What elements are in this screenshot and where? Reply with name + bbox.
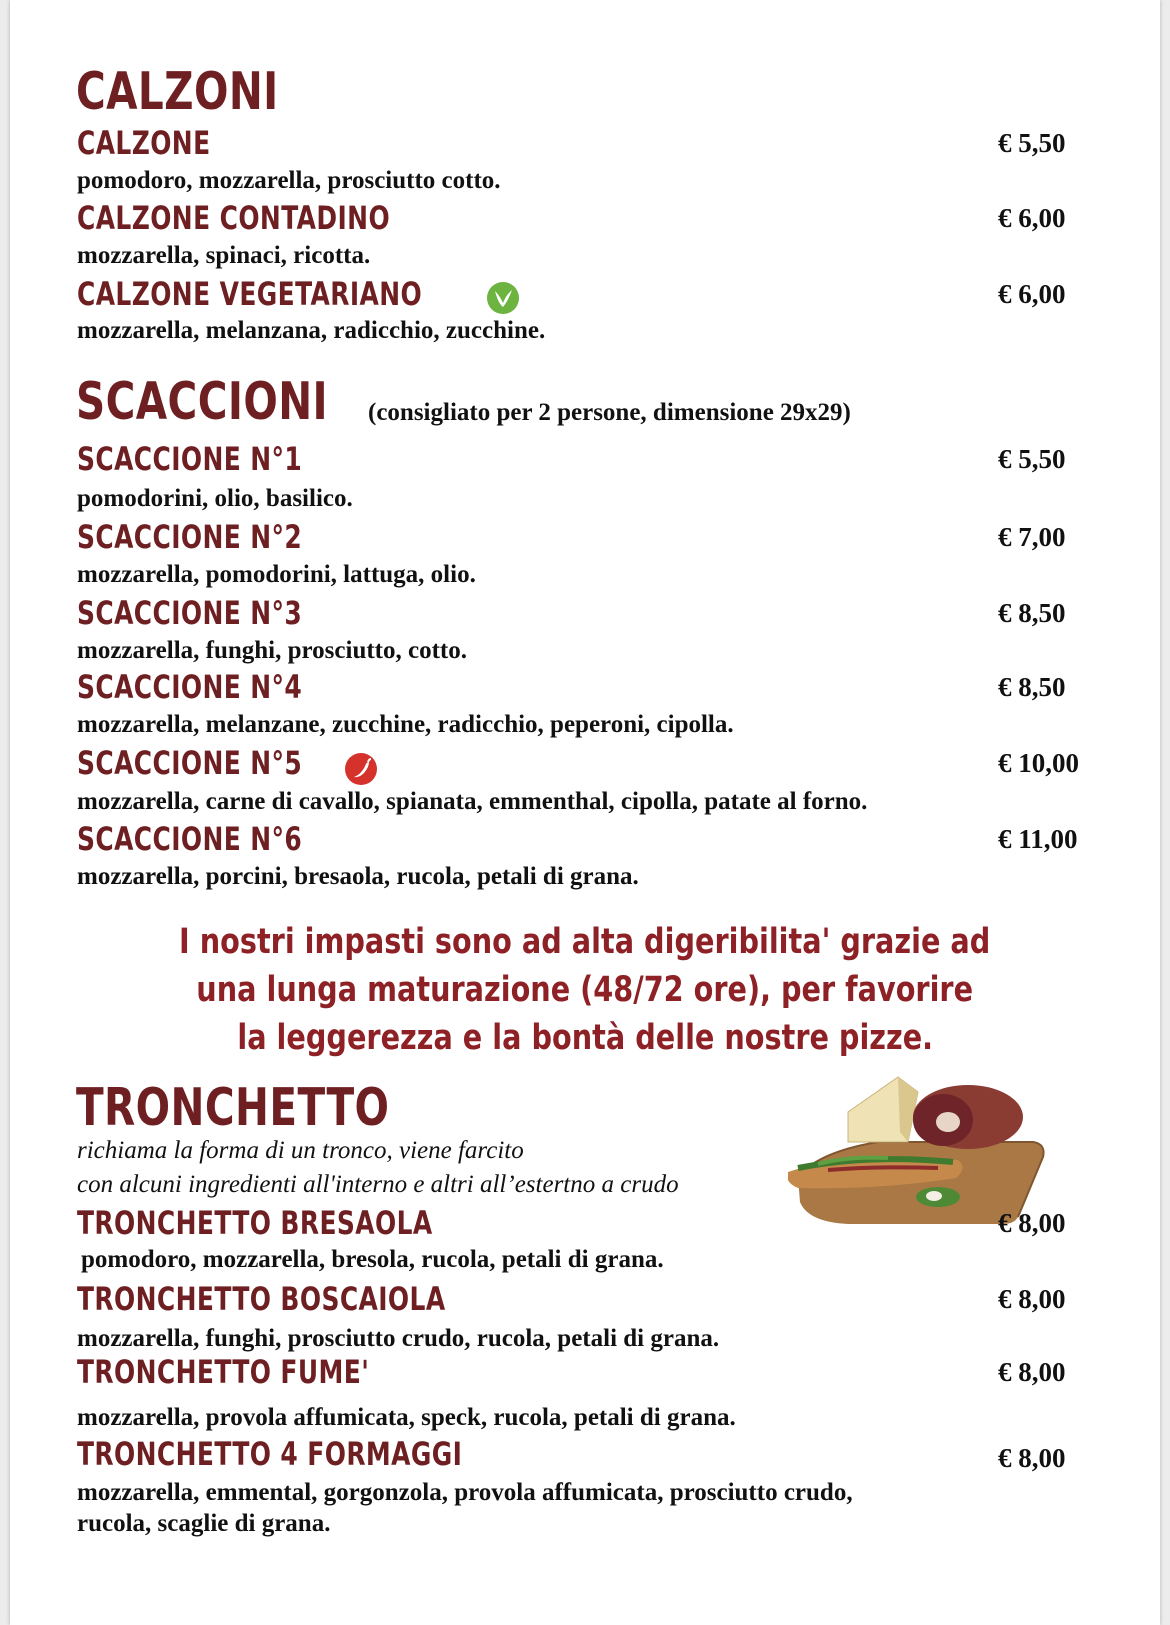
menu-item-description: mozzarella, porcini, bresaola, rucola, petali di grana. [77,863,639,890]
menu-item-name: SCACCIONE N°4 [77,668,303,706]
menu-item-price: € 8,50 [998,598,1066,628]
menu-item-name: SCACCIONE N°5 [77,744,303,782]
promo-line: I nostri impasti sono ad alta digeribilita' grazie ad [179,922,991,962]
menu-item-description: mozzarella, pomodorini, lattuga, olio. [77,561,476,588]
menu-item-description: mozzarella, funghi, prosciutto, cotto. [77,637,468,664]
section-title-scaccioni: SCACCIONI [76,372,329,432]
menu-item-price: € 6,00 [998,279,1066,309]
menu-item-name: TRONCHETTO BOSCAIOLA [77,1280,446,1318]
menu-item-name: CALZONE VEGETARIANO [77,275,423,313]
menu-item-price: € 8,00 [998,1357,1066,1387]
menu-item-description: rucola, scaglie di grana. [77,1510,331,1537]
menu-item-description: pomodoro, mozzarella, bresola, rucola, petali di grana. [81,1246,664,1273]
menu-item-price: € 6,00 [998,203,1066,233]
menu-item-price: € 5,50 [998,128,1066,158]
menu-item-price: € 10,00 [998,748,1079,778]
menu-item-name: TRONCHETTO 4 FORMAGGI [77,1435,463,1473]
menu-item-price: € 7,00 [998,522,1066,552]
section-subtitle: con alcuni ingredienti all'interno e altri all’estertno a crudo [77,1171,679,1198]
menu-item-price: € 5,50 [998,444,1066,474]
promo-line: una lunga maturazione (48/72 ore), per favorire [196,970,974,1010]
menu-item-name: SCACCIONE N°3 [77,594,303,632]
menu-item-name: TRONCHETTO FUME' [77,1353,370,1391]
menu-item-price: € 8,00 [998,1443,1066,1473]
section-title-tronchetto: TRONCHETTO [76,1078,390,1138]
menu-item-description: mozzarella, carne di cavallo, spianata, emmenthal, cipolla, patate al forno. [77,788,868,815]
menu-item-description: mozzarella, emmental, gorgonzola, provola affumicata, prosciutto crudo, [77,1479,853,1506]
section-subtitle: richiama la forma di un tronco, viene farcito [77,1137,524,1164]
menu-item-description: mozzarella, melanzane, zucchine, radicchio, peperoni, cipolla. [77,711,734,738]
spicy-chili-icon [344,752,378,790]
menu-page [10,0,1160,1625]
menu-item-price: € 11,00 [998,824,1078,854]
menu-item-description: mozzarella, funghi, prosciutto crudo, rucola, petali di grana. [77,1325,720,1352]
menu-item-name: SCACCIONE N°2 [77,518,303,556]
menu-item-description: mozzarella, melanzana, radicchio, zucchine. [77,317,546,344]
menu-item-price: € 8,00 [998,1208,1066,1238]
promo-line: la leggerezza e la bontà delle nostre pizze. [237,1018,933,1058]
menu-item-name: CALZONE CONTADINO [77,199,391,237]
menu-item-name: SCACCIONE N°1 [77,440,303,478]
menu-item-price: € 8,00 [998,1284,1066,1314]
section-note: (consigliato per 2 persone, dimensione 29x29) [368,399,851,426]
menu-item-description: pomodoro, mozzarella, prosciutto cotto. [77,167,501,194]
vegetarian-leaf-icon [486,281,520,319]
menu-item-price: € 8,50 [998,672,1066,702]
menu-item-name: CALZONE [77,124,211,162]
section-title-calzoni: CALZONI [76,62,279,122]
menu-item-name: SCACCIONE N°6 [77,820,303,858]
menu-item-description: mozzarella, spinaci, ricotta. [77,242,371,269]
menu-item-description: mozzarella, provola affumicata, speck, rucola, petali di grana. [77,1404,736,1431]
menu-item-description: pomodorini, olio, basilico. [77,485,353,512]
menu-item-name: TRONCHETTO BRESAOLA [77,1204,433,1242]
promo-text [10,918,1160,1062]
